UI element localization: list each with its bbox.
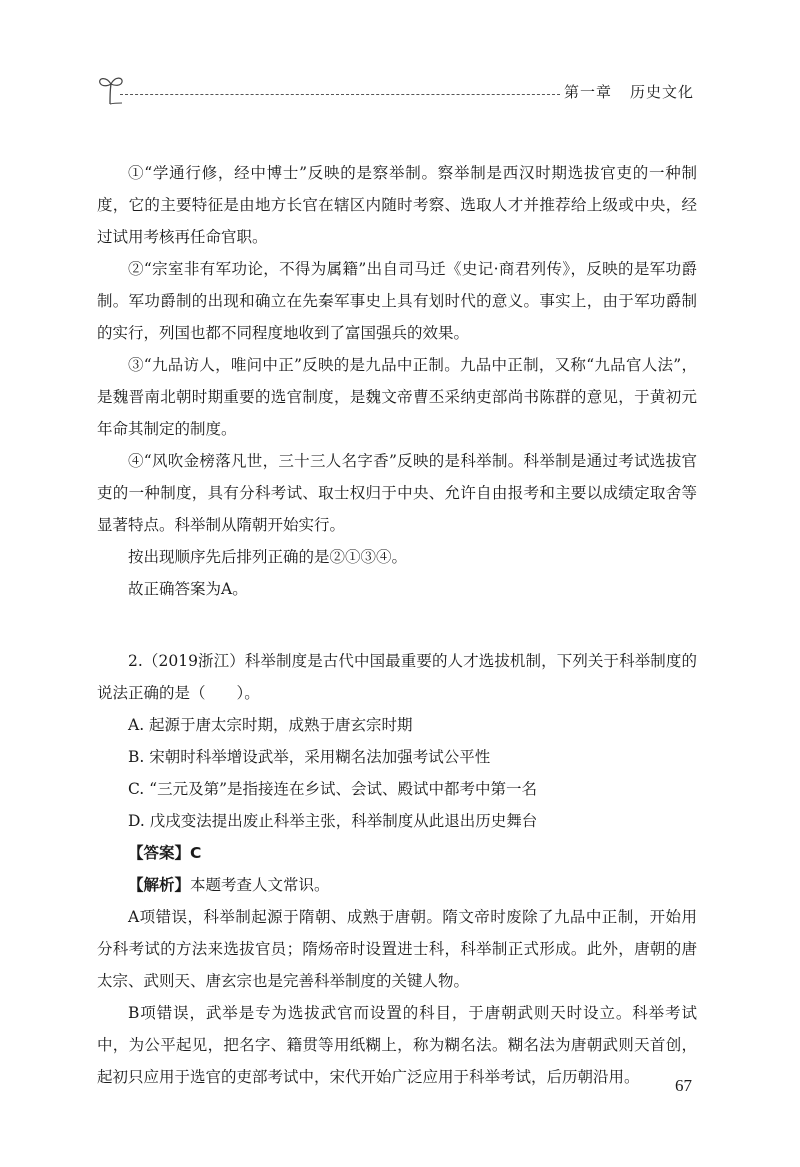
- chapter-number: 第一章: [564, 83, 613, 101]
- answer-tag: 【答案】: [128, 844, 191, 862]
- running-header: [96, 72, 708, 112]
- question-stem: 2.（2019浙江）科举制度是古代中国最重要的人才选拔机制，下列关于科举制度的说法正确的是（ ）。: [97, 652, 697, 702]
- order-conclusion: 按出现顺序先后排列正确的是②①③④。: [128, 548, 408, 566]
- page-number: 67: [675, 1076, 692, 1095]
- answer-line: [97, 837, 697, 869]
- explanation-paragraph: ②“宗室非有军功论，不得为属籍”出自司马迁《史记·商君列传》，反映的是军功爵制。军功爵制的出现和确立在先秦军事史上具有划时代的意义。事实上，由于军功爵制的实行，列国也都不同程度地收到了富国强兵的效果。: [97, 260, 697, 342]
- option-a: A. 起源于唐太宗时期，成熟于唐玄宗时期: [128, 716, 413, 734]
- answer-value: C: [190, 844, 202, 862]
- analysis-paragraph: B项错误，武举是专为选拔武官而设置的科目，于唐朝武则天时设立。科举考试中，为公平起见，把名字、籍贯等用纸糊上，称为糊名法。糊名法为唐朝武则天首创，起初只应用于选官的吏部考试中，宋代开始广泛应用于科举考试，后历朝沿用。: [97, 1004, 697, 1086]
- page-body: [97, 157, 697, 1093]
- explanation-paragraph: ④“风吹金榜落凡世，三十三人名字香”反映的是科举制。科举制是通过考试选拔官吏的一种制度，具有分科考试、取士权归于中央、允许自由报考和主要以成绩定取舍等显著特点。科举制从隋朝开始实行。: [97, 452, 697, 534]
- header-rule-left: [120, 94, 560, 95]
- option-d: D. 戊戌变法提出废止科举主张，科举制度从此退出历史舞台: [128, 812, 538, 830]
- option-b: B. 宋朝时科举增设武举，采用糊名法加强考试公平性: [128, 748, 491, 766]
- analysis-tag: 【解析】: [128, 876, 191, 894]
- chapter-title: 历史文化: [630, 83, 695, 101]
- explanation-paragraph: ③“九品访人，唯问中正”反映的是九品中正制。九品中正制，又称“九品官人法”，是魏晋南北朝时期重要的选官制度，是魏文帝曹丕采纳吏部尚书陈群的意见，于黄初元年命其制定的制度。: [97, 356, 697, 438]
- option-c: C. “三元及第”是指接连在乡试、会试、殿试中都考中第一名: [128, 780, 538, 798]
- analysis-intro: 本题考查人文常识。: [190, 876, 330, 894]
- explanation-paragraph: ①“学通行修，经中博士”反映的是察举制。察举制是西汉时期选拔官吏的一种制度，它的主要特征是由地方长官在辖区内随时考察、选取人才并推荐给上级或中央，经过试用考核再任命官职。: [97, 164, 697, 246]
- analysis-line: [97, 869, 697, 901]
- correct-answer-line: 故正确答案为A。: [128, 580, 248, 598]
- chapter-label: [564, 81, 694, 102]
- analysis-paragraph: A项错误，科举制起源于隋朝、成熟于唐朝。隋文帝时废除了九品中正制，开始用分科考试的方法来选拔官员；隋炀帝时设置进士科，科举制正式形成。此外，唐朝的唐太宗、武则天、唐玄宗也是完善科举制度的关键人物。: [97, 908, 697, 990]
- sprout-icon: [96, 72, 126, 106]
